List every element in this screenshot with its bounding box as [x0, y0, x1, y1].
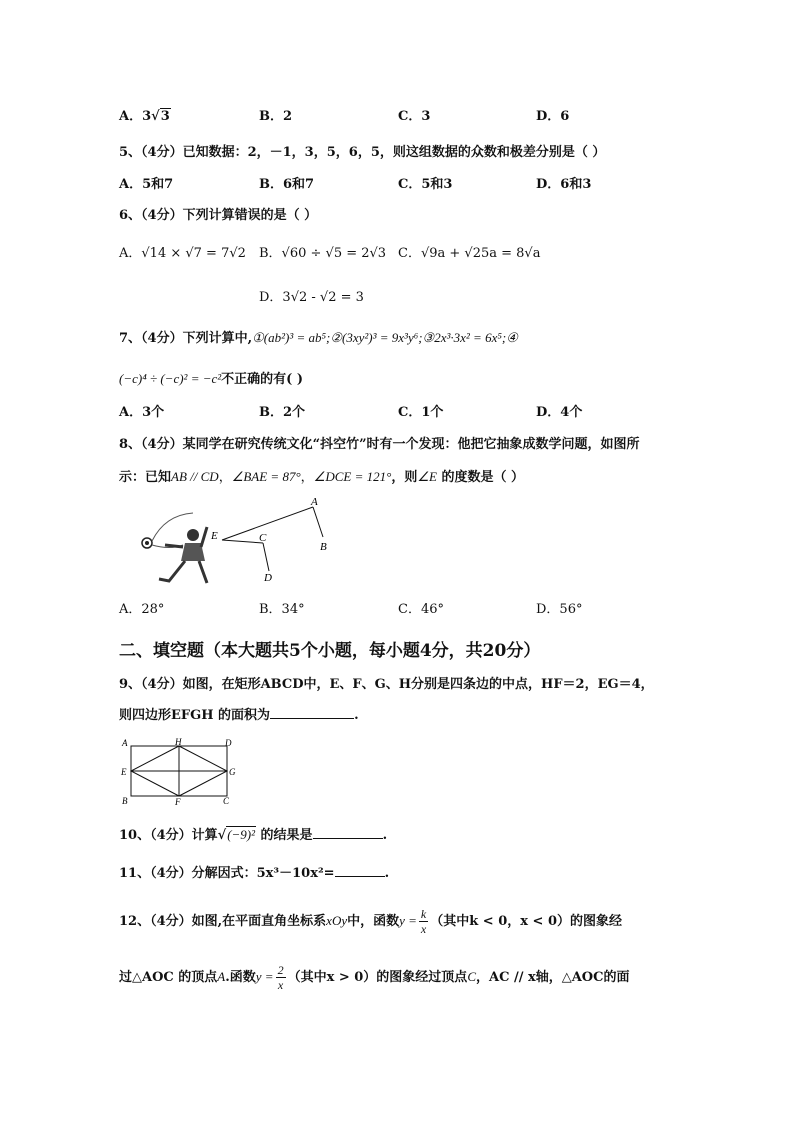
q7-expression-4: (−c)⁴ ÷ (−c)² = −c²: [119, 371, 222, 386]
q12-line2-c: ，AC // x轴，△AOC的面: [475, 970, 630, 985]
label-e: E: [121, 767, 127, 777]
q8-option-b: B．34°: [259, 602, 305, 617]
q8-figure: [135, 495, 335, 590]
label-c: C: [223, 796, 230, 806]
q5-option-d: D．6和3: [536, 177, 592, 192]
q12-line2-b: .函数: [225, 970, 256, 985]
q8-sep-2: ，: [300, 470, 314, 485]
label-d: D: [264, 572, 272, 584]
q8-cond-2: ∠BAE = 87°: [231, 469, 301, 484]
q12-line-2: [119, 960, 629, 995]
q12-line-1: [119, 904, 622, 939]
answer-blank: [335, 864, 385, 877]
q4-option-b: B．2: [259, 109, 293, 124]
label-b: B: [122, 796, 128, 806]
q6-option-c: C．√9a + √25a = 8√a: [398, 246, 541, 261]
diabolo-player-illustration: [142, 513, 207, 583]
q8-option-c: C．46°: [398, 602, 444, 617]
q12-point-a: A: [217, 969, 226, 984]
label-a: A: [311, 496, 318, 508]
label-g: G: [229, 767, 236, 777]
q10-prefix: 10、（4分）计算: [119, 828, 218, 843]
label-c: C: [259, 532, 267, 544]
q7-suffix: 不正确的有( ): [221, 372, 303, 387]
q8-text-c: 的度数是（ ）: [436, 470, 524, 485]
q7-prefix: 7、（4分）下列计算中,: [119, 331, 253, 346]
q12-cond2: （其中x > 0）的图象经过顶点: [287, 970, 468, 985]
q9-stem-2: [119, 706, 359, 725]
q10-radicand: (−9)²: [227, 827, 256, 842]
q9-stem-2-text: 则四边形EFGH 的面积为: [119, 708, 271, 723]
q8-option-a: A．28°: [119, 602, 165, 617]
q5-option-a: A．5和7: [119, 177, 174, 192]
q10-suffix: 的结果是: [260, 828, 313, 843]
q11: [119, 864, 389, 883]
q7-line-1: [119, 329, 518, 348]
q4-option-d: D．6: [536, 109, 570, 124]
q8-cond-3: ∠DCE = 121°: [313, 469, 392, 484]
label-b: B: [320, 541, 327, 553]
label-e: E: [211, 530, 218, 542]
q12-system: xOy: [326, 913, 348, 928]
q4-option-c: C．3: [398, 109, 431, 124]
q6-option-a: A．√14 × √7 = 7√2: [119, 246, 246, 261]
q7-expressions: ①(ab²)³ = ab⁵;②(3xy²)³ = 9x³y⁶;③2x³·3x² = 6x⁵;④: [252, 330, 518, 345]
q12-point-c: C: [467, 969, 476, 984]
q12-func2-fraction: [276, 963, 286, 992]
q7-option-b: B．2个: [259, 405, 306, 420]
section-2-heading: 二、填空题（本大题共5个小题，每小题4分，共20分）: [119, 641, 541, 661]
numerator: 2: [277, 963, 284, 977]
q8-stem: 8、（4分）某同学在研究传统文化“抖空竹”时有一个发现：他把它抽象成数学问题，如图所: [119, 437, 640, 452]
q11-text: 11、（4分）分解因式：5x³－10x²=: [119, 866, 335, 881]
q7-option-c: C．1个: [398, 405, 444, 420]
q8-text-b: ，则: [391, 470, 418, 485]
q6-option-d: D．3√2 - √2 = 3: [259, 290, 364, 305]
q4-option-a: A．3√3: [119, 109, 170, 124]
q8-text-a: 示：已知: [119, 470, 172, 485]
q7-option-a: A．3个: [119, 405, 165, 420]
q12-cond1: （其中k < 0，x < 0）的图象经: [430, 914, 622, 929]
q12-func1-fraction: [419, 907, 428, 936]
q7-option-d: D．4个: [536, 405, 583, 420]
q12-mid: 中，函数: [347, 914, 400, 929]
q8-stem-2: [119, 468, 524, 487]
q6-stem: 6、（4分）下列计算错误的是（ ）: [119, 208, 318, 223]
q9-stem: 9、（4分）如图，在矩形ABCD中，E、F、G、H分别是四条边的中点，HF＝2，EG＝4，: [119, 677, 654, 692]
q5-stem: 5、（4分）已知数据：2，－1，3，5，6，5，则这组数据的众数和极差分别是（ ）: [119, 145, 606, 160]
option-coef: 3: [142, 109, 152, 124]
denominator: x: [277, 978, 284, 992]
q8-sep-1: ，: [218, 470, 232, 485]
denominator: x: [420, 922, 427, 936]
answer-blank: [270, 706, 354, 719]
q6-option-b: B．√60 ÷ √5 = 2√3: [259, 246, 387, 261]
q8-option-d: D．56°: [536, 602, 583, 617]
geometry-lines: [222, 507, 323, 571]
answer-blank: [313, 826, 383, 839]
q7-line-2: [119, 370, 303, 389]
q9-figure: [119, 736, 239, 808]
option-radicand: 3: [160, 109, 170, 124]
option-label: A．: [119, 109, 143, 124]
label-h: H: [175, 737, 182, 747]
q8-cond-1: AB // CD: [171, 469, 219, 484]
q11-end: .: [384, 866, 390, 881]
label-f: F: [175, 797, 181, 807]
q5-option-c: C．5和3: [398, 177, 453, 192]
q12-prefix: 12、（4分）如图,在平面直角坐标系: [119, 914, 327, 929]
numerator: k: [420, 907, 427, 921]
q10-end: .: [382, 828, 388, 843]
q10: 10、（4分）计算√(−9)² 的结果是 .: [119, 827, 388, 843]
label-d: D: [225, 738, 232, 748]
q12-func2-lhs: y =: [255, 969, 274, 984]
q12-func1-lhs: y =: [399, 913, 417, 928]
q5-option-b: B．6和7: [259, 177, 315, 192]
label-a: A: [122, 738, 128, 748]
q8-angle: ∠E: [417, 469, 437, 484]
q12-line2-a: 过△AOC 的顶点: [119, 970, 218, 985]
q9-end: .: [354, 708, 359, 723]
